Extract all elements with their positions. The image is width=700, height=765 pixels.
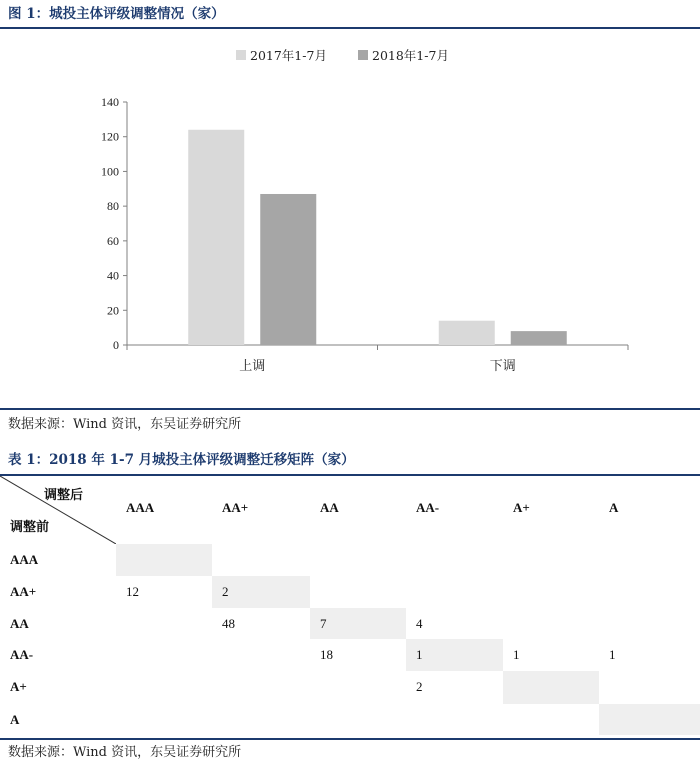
table-cell: 1 bbox=[416, 647, 423, 662]
table-cell: 48 bbox=[222, 616, 235, 631]
legend-label: 2017年1-7月 bbox=[250, 48, 327, 63]
row-header: AA- bbox=[10, 647, 34, 662]
y-tick-label: 40 bbox=[107, 268, 119, 283]
figure-source: 数据来源：Wind 资讯，东吴证券研究所 bbox=[8, 417, 242, 432]
column-header: AA- bbox=[416, 500, 440, 515]
row-header: A bbox=[10, 712, 20, 727]
y-tick-label: 120 bbox=[101, 129, 119, 144]
table-cell: 2 bbox=[222, 584, 229, 599]
diagonal-cell-shade bbox=[503, 671, 599, 704]
bar-chart bbox=[0, 30, 700, 400]
table-cell: 2 bbox=[416, 679, 423, 694]
figure-bottom-rule bbox=[0, 408, 700, 410]
column-header: AAA bbox=[126, 500, 155, 515]
diagonal-cell-shade bbox=[116, 544, 212, 576]
bar bbox=[260, 194, 316, 345]
figure-top-rule bbox=[0, 27, 700, 29]
x-category-label: 上调 bbox=[239, 359, 266, 374]
header-before-label: 调整前 bbox=[10, 520, 50, 535]
bar-chart-svg bbox=[0, 30, 700, 400]
table-bottom-rule bbox=[0, 738, 700, 740]
bar bbox=[439, 321, 495, 345]
row-header: AA bbox=[10, 616, 29, 631]
table-cell: 1 bbox=[609, 647, 616, 662]
header-after-label: 调整后 bbox=[44, 488, 84, 503]
table-cell: 12 bbox=[126, 584, 139, 599]
bar bbox=[511, 331, 567, 345]
legend-label: 2018年1-7月 bbox=[372, 48, 449, 63]
row-header: A+ bbox=[10, 679, 27, 694]
table-cell: 7 bbox=[320, 616, 327, 631]
table-title: 表 1：2018 年 1-7 月城投主体评级调整迁移矩阵（家） bbox=[8, 452, 355, 468]
y-tick-label: 80 bbox=[107, 199, 119, 214]
x-category-label: 下调 bbox=[489, 359, 516, 374]
y-tick-label: 20 bbox=[107, 303, 119, 318]
table-source: 数据来源：Wind 资讯，东吴证券研究所 bbox=[8, 745, 242, 760]
y-tick-label: 0 bbox=[113, 338, 119, 352]
table-cell: 18 bbox=[320, 647, 333, 662]
bar bbox=[188, 130, 244, 345]
column-header: AA bbox=[320, 500, 339, 515]
diagonal-cell-shade bbox=[599, 704, 700, 735]
table-cell: 4 bbox=[416, 616, 423, 631]
figure-title: 图 1：城投主体评级调整情况（家） bbox=[8, 6, 225, 22]
column-header: A bbox=[609, 500, 619, 515]
column-header: A+ bbox=[513, 500, 530, 515]
column-header: AA+ bbox=[222, 500, 249, 515]
y-tick-label: 60 bbox=[107, 233, 119, 248]
legend-swatch bbox=[358, 50, 368, 60]
migration-matrix bbox=[0, 476, 700, 739]
legend-swatch bbox=[236, 50, 246, 60]
row-header: AAA bbox=[10, 552, 39, 567]
y-tick-label: 140 bbox=[101, 95, 119, 109]
y-tick-label: 100 bbox=[101, 164, 119, 179]
row-header: AA+ bbox=[10, 584, 37, 599]
table-cell: 1 bbox=[513, 647, 520, 662]
